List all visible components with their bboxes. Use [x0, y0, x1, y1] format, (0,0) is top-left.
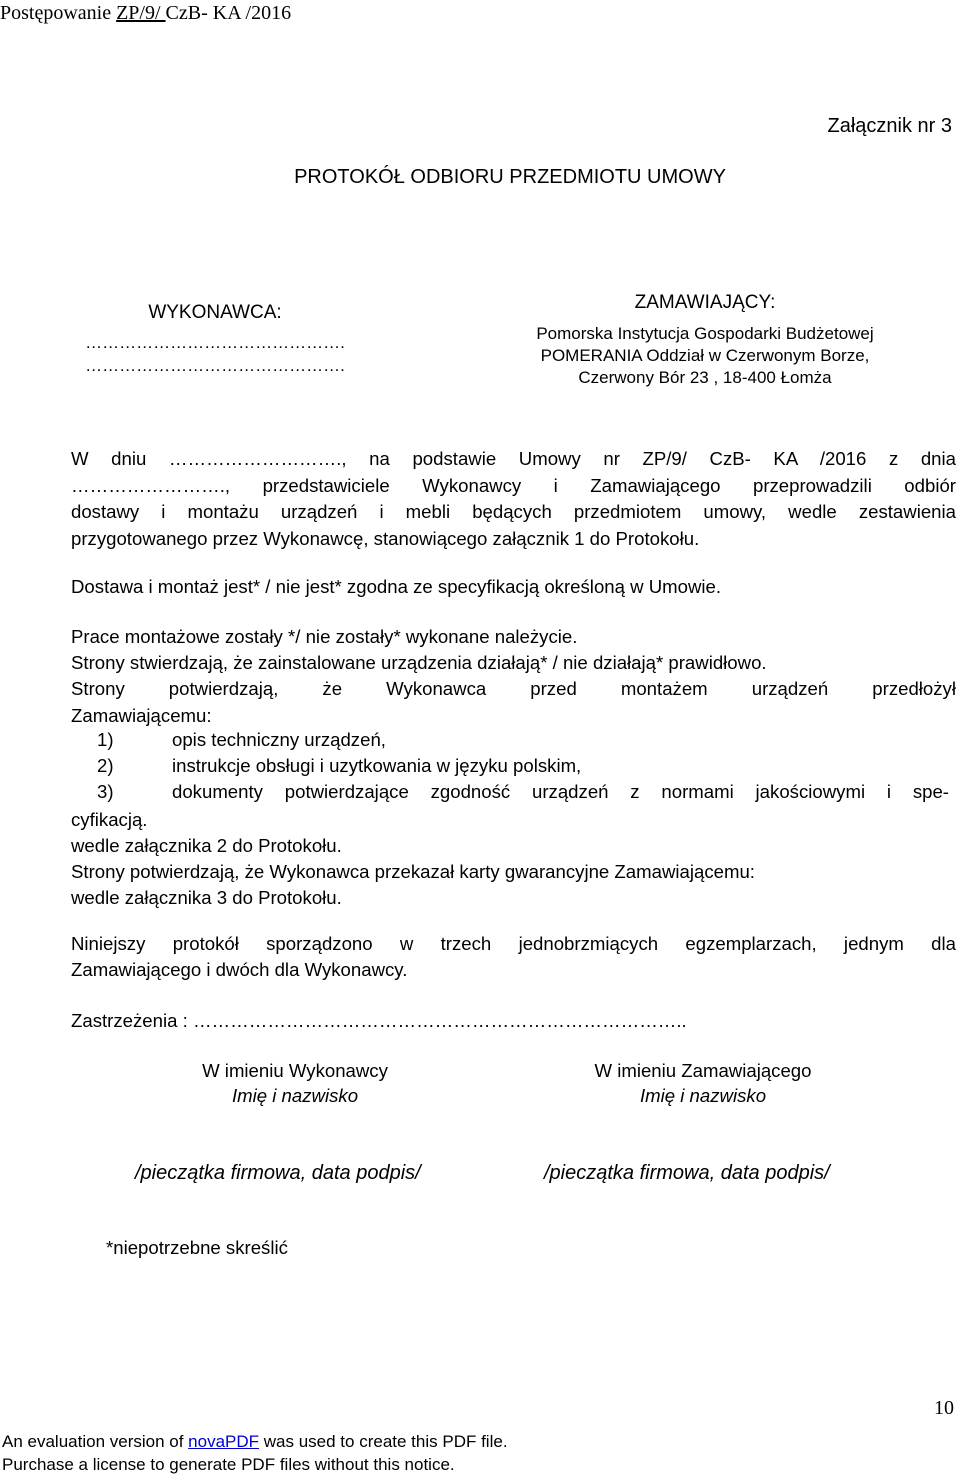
ordering-party-signature-name: Imię i nazwisko	[639, 1085, 767, 1106]
ordering-party-line-1: Pomorska Instytucja Gospodarki Budżetowej	[536, 324, 874, 343]
ordering-party-title: ZAMAWIAJĄCY:	[634, 292, 776, 313]
confirm-statement: Strony potwierdzają, że Wykonawca przed montażem urządzeń przedłożył	[71, 678, 956, 699]
remarks-line: Zastrzeżenia : ……………………………………………………………………..	[71, 1010, 687, 1031]
contractor-signature-name: Imię i nazwisko	[231, 1085, 359, 1106]
contractor-title: WYKONAWCA:	[148, 302, 282, 323]
intro-line-1: W dniu ………………………., na podstawie Umowy nr ZP/9/ CzB- KA /2016 z dnia	[71, 448, 956, 469]
delivery-statement: Dostawa i montaż jest* / nie jest* zgodna ze specyfikacją określoną w Umowie.	[71, 576, 722, 597]
novapdf-link[interactable]: novaPDF	[188, 1432, 260, 1451]
ordering-party-signature-heading: W imieniu Zamawiającego	[594, 1060, 812, 1081]
intro-line-4: przygotowanego przez Wykonawcę, stanowiącego załącznik 1 do Protokołu.	[71, 527, 700, 549]
document-header	[0, 2, 291, 25]
list-item	[97, 729, 386, 751]
copies-statement: Niniejszy protokół sporządzono w trzech jednobrzmiących egzemplarzach, jednym dla	[71, 933, 956, 954]
intro-line-2: ……………………., przedstawiciele Wykonawcy i Zamawiającego przeprowadzili odbiór	[71, 474, 956, 496]
ordering-party-line-3: Czerwony Bór 23 , 18-400 Łomża	[578, 368, 832, 387]
list-item	[97, 755, 582, 777]
list-item	[97, 781, 949, 803]
footnote: *niepotrzebne skreślić	[106, 1237, 288, 1258]
page-number: 10	[934, 1397, 954, 1419]
contractor-line-1: ……………………………………….	[85, 333, 345, 352]
list-text: opis techniczny urządzeń,	[172, 729, 386, 750]
list-number: 2)	[97, 755, 114, 776]
evaluation-notice	[2, 1432, 508, 1452]
contractor-signature-heading: W imieniu Wykonawcy	[202, 1060, 388, 1081]
header-ref-rest: CzB- KA /2016	[165, 2, 292, 24]
list-number: 1)	[97, 729, 114, 750]
page-title: PROTOKÓŁ ODBIORU PRZEDMIOTU UMOWY	[294, 166, 726, 188]
evaluation-prefix: An evaluation version of	[2, 1432, 189, 1451]
copies-statement-cont: Zamawiającego i dwóch dla Wykonawcy.	[71, 959, 408, 980]
header-ref-underlined: ZP/9/	[116, 2, 166, 24]
purchase-notice: Purchase a license to generate PDF files without this notice.	[2, 1455, 455, 1474]
contractor-line-2: ……………………………………….	[85, 356, 345, 375]
warranty-statement: Strony potwierdzają, że Wykonawca przekazał karty gwarancyjne Zamawiającemu:	[71, 861, 755, 882]
works-statement: Prace montażowe zostały */ nie zostały* wykonane należycie.	[71, 626, 578, 647]
ordering-party-line-2: POMERANIA Oddział w Czerwonym Borze,	[540, 346, 870, 365]
evaluation-suffix: was used to create this PDF file.	[259, 1432, 508, 1451]
contractor-stamp-label: /pieczątka firmowa, data podpis/	[135, 1162, 421, 1184]
devices-statement: Strony stwierdzają, że zainstalowane urządzenia działają* / nie działają* prawidłowo.	[71, 652, 767, 673]
intro-line-3: dostawy i montażu urządzeń i mebli będących przedmiotem umowy, wedle zestawienia	[71, 501, 956, 522]
list-number: 3)	[97, 781, 114, 802]
annex-3-reference: wedle załącznika 3 do Protokołu.	[71, 887, 342, 908]
list-text: instrukcje obsługi i uzytkowania w języku polskim,	[172, 755, 582, 776]
list-continuation: cyfikacją.	[71, 809, 148, 830]
intro-paragraph	[71, 446, 956, 552]
confirm-statement-cont: Zamawiającemu:	[71, 705, 212, 726]
annex-2-reference: wedle załącznika 2 do Protokołu.	[71, 835, 342, 856]
ordering-party-stamp-label: /pieczątka firmowa, data podpis/	[544, 1162, 830, 1184]
annex-label: Załącznik nr 3	[827, 115, 952, 137]
list-text: dokumenty potwierdzające zgodność urządzeń z normami jakościowymi i spe-	[172, 781, 949, 802]
header-prefix: Postępowanie	[0, 2, 117, 24]
